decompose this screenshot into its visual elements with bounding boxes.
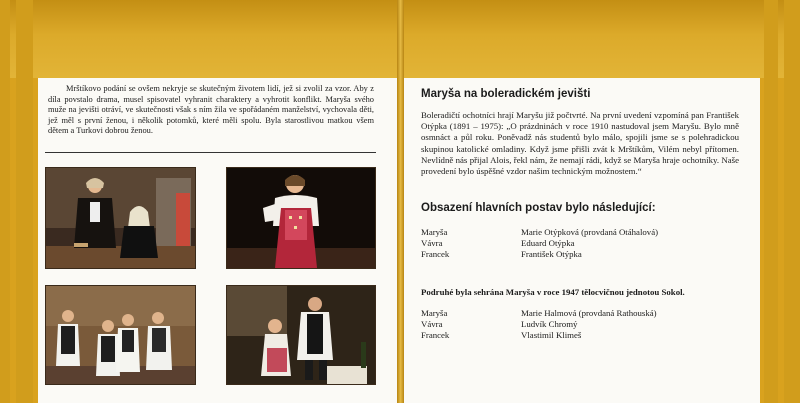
photo-man-seated-woman (226, 285, 376, 385)
cast-heading: Obsazení hlavních postav bylo následující: (421, 202, 656, 214)
role-name: Francek (421, 249, 450, 260)
gold-stripe (0, 0, 10, 403)
actor-name: František Otýpka (521, 249, 582, 260)
section-heading: Maryša na boleradickém jevišti (421, 88, 591, 100)
intro-paragraph: Mrštíkovo podání se ovšem nekryje se skutečným životem lidí, jež si zvolil za vzor. Aby z díla povstalo drama, musel spisovatel vyhranit charaktery a vyhrotit konflikt. Maryša svého muže na jevišti otráví, ve skutečnosti však s ním žila ve spořádaném manželství, vychovala děti, jež měl s první ženou, i několik potomků, které měli spolu. Byla starostlivou matkou všem dětem a Turkovi dobrou ženou. (48, 84, 374, 136)
photo-woman-red-apron (226, 167, 376, 269)
divider-line (45, 152, 376, 153)
role-name: Maryša (421, 227, 448, 237)
actor-name: Ludvík Chromý (521, 319, 578, 330)
actor-name: Marie Otýpková (provdaná Otáhalová) (521, 227, 659, 237)
second-production-heading: Podruhé byla sehrána Maryša v roce 1947 tělocvičnou jednotou Sokol. (421, 287, 685, 297)
book-gutter (397, 0, 404, 403)
role-name: Vávra (421, 238, 443, 249)
actor-name: Vlastimil Klimeš (521, 330, 582, 341)
role-name: Vávra (421, 319, 443, 330)
role-name: Maryša (421, 308, 448, 318)
gold-stripe (764, 0, 778, 403)
photo-two-women-kitchen (45, 167, 196, 269)
gold-stripe (784, 0, 800, 403)
photo-men-group (45, 285, 196, 385)
gold-stripe (16, 0, 33, 403)
role-name: Francek (421, 330, 450, 341)
actor-name: Eduard Otýpka (521, 238, 575, 249)
actor-name: Marie Halmová (provdaná Rathouská) (521, 308, 657, 318)
memoir-paragraph: Boleradičtí ochotníci hrají Maryšu již počtvrté. Na první uvedení vzpomíná pan František Otýpka (1891 – 1975): „O prázdninách v roce 1910 nastudoval jsem Maryšu. Bylo mně osmnáct a půl roku. Poněvadž nás studentů bylo málo, spojili jsme se s polehradickou skupinou katolické omladiny. Když jsme přišli zvát k Mrštíkům, Vilém nebyl přítomen. Nevlídně nás přijal Alois, řekl nám, že nemají rádi, když se Maryša hraje ochotníky. Naše provedení bylo úspěšné vzdor našim technickým možnostem.“ (421, 110, 739, 177)
